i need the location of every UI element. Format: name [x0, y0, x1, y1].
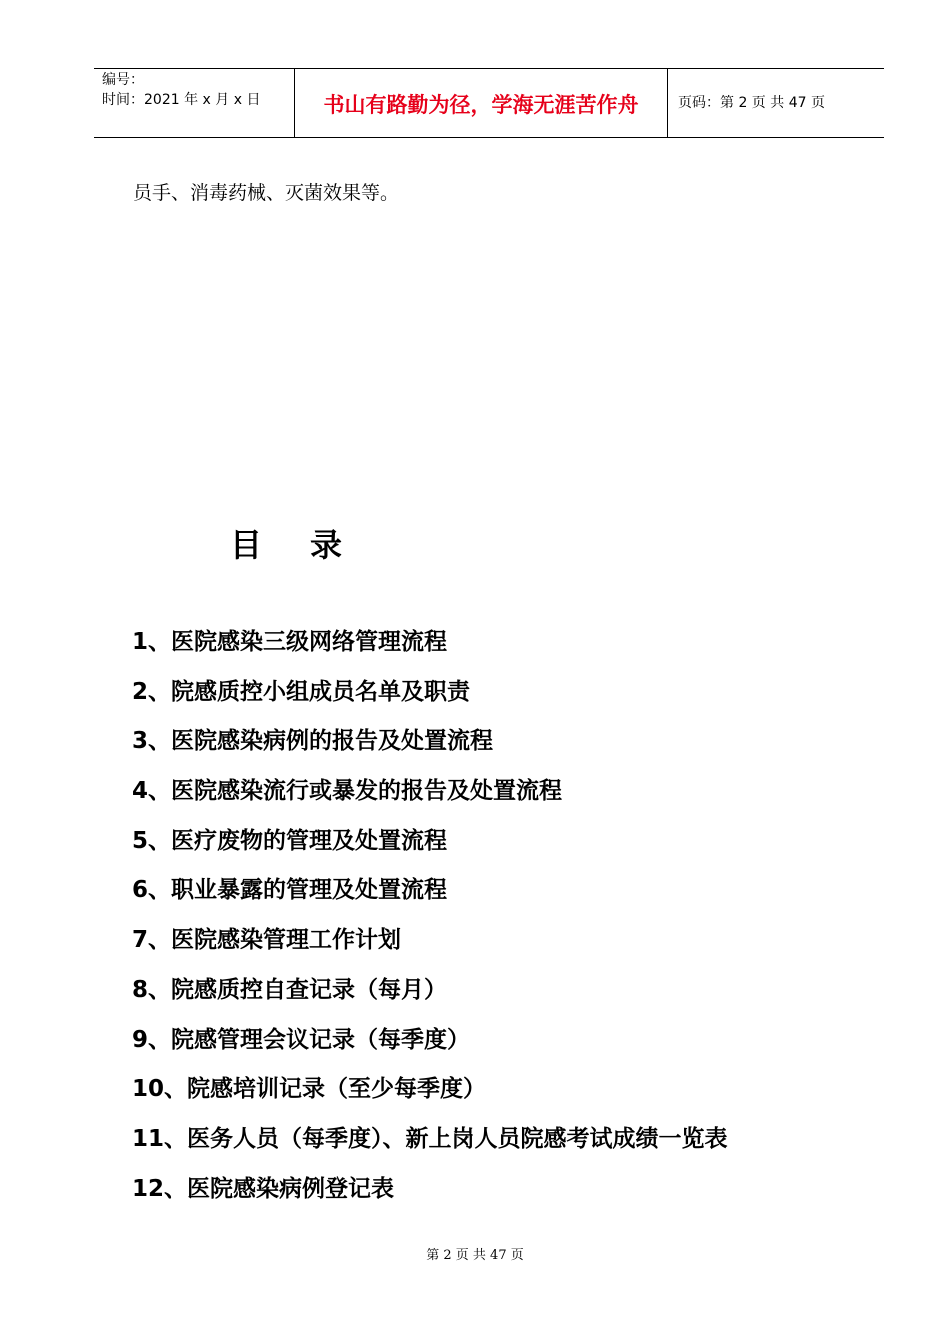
toc-item-6: 6、职业暴露的管理及处置流程 [132, 877, 448, 904]
document-time-label: 时间：2021 年 x 月 x 日 [102, 92, 261, 108]
toc-item-10: 10、院感培训记录（至少每季度） [132, 1076, 487, 1103]
toc-item-5: 5、医疗废物的管理及处置流程 [132, 827, 448, 854]
toc-item-11: 11、医务人员（每季度）、新上岗人员院感考试成绩一览表 [132, 1125, 728, 1152]
toc-item-8: 8、院感质控自查记录（每月） [132, 976, 448, 1003]
toc-item-7: 7、医院感染管理工作计划 [132, 927, 402, 954]
continuation-text: 员手、消毒药械、灭菌效果等。 [133, 182, 400, 204]
page-footer: 第 2 页 共 47 页 [426, 1248, 524, 1263]
toc-list [132, 624, 728, 1220]
document-code-label: 编号： [102, 72, 144, 88]
header-page-cell [668, 69, 884, 137]
toc-item-3: 3、医院感染病例的报告及处置流程 [132, 728, 494, 755]
toc-item-4: 4、医院感染流行或暴发的报告及处置流程 [132, 778, 563, 805]
header-motto-cell [295, 69, 668, 137]
header-meta-cell [94, 69, 295, 137]
toc-item-12: 12、医院感染病例登记表 [132, 1175, 395, 1202]
header-page-number: 页码：第 2 页 共 47 页 [678, 95, 825, 111]
header-motto: 书山有路勤为径，学海无涯苦作舟 [323, 92, 639, 117]
toc-item-1: 1、医院感染三级网络管理流程 [132, 629, 448, 655]
toc-item-2: 2、院感质控小组成员名单及职责 [132, 678, 471, 705]
toc-item-9: 9、院感管理会议记录（每季度） [132, 1026, 471, 1053]
page-header [94, 68, 884, 138]
toc-title: 目录 [230, 526, 391, 564]
